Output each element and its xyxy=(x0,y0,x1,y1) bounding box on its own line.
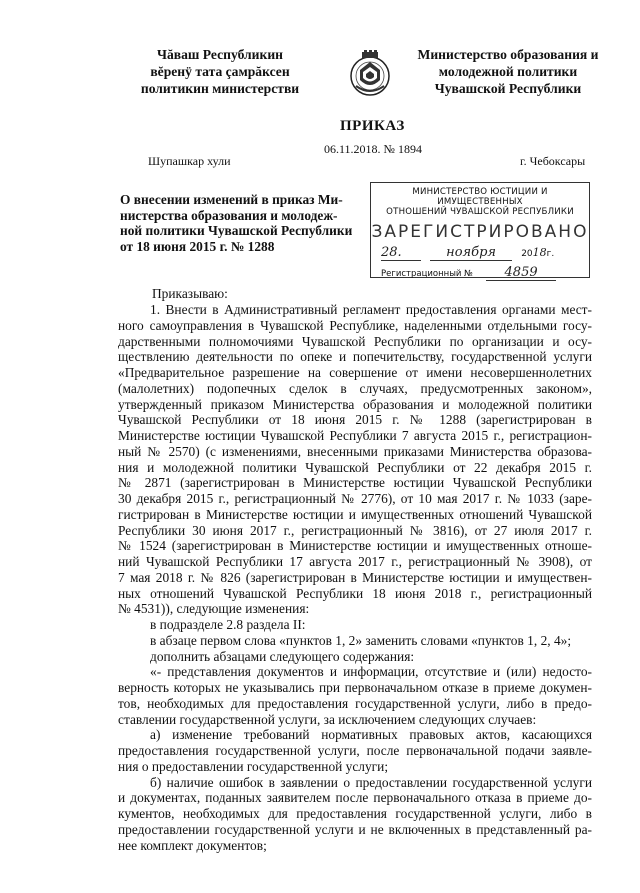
body-line: предоставлении государственной услуги и не включенных в представленный ра- xyxy=(118,821,592,837)
subject-line: от 18 июня 2015 г. № 1288 xyxy=(120,238,275,254)
body-line: а) изменение требований нормативных правовых актов, касающихся xyxy=(150,727,592,743)
stamp-registered: ЗАРЕГИСТРИРОВАНО xyxy=(371,222,589,242)
stamp-year-suffix: 18 xyxy=(532,246,547,259)
body-line: «Предварительное разрешение на совершение от имени несовершеннолетних xyxy=(118,365,592,380)
body-line: утвержденный приказом Министерства образования и молодежной политики xyxy=(118,396,592,412)
body-line: кументов, необходимых для предоставления государственной услуги, либо в xyxy=(118,806,592,821)
body-line: ния и молодежной политики Чувашской Республики от 22 декабря 2015 г. xyxy=(118,459,592,475)
stamp-reg-label: Регистрационный № xyxy=(381,269,473,279)
header-right-block xyxy=(408,46,608,97)
city-right: г. Чебоксары xyxy=(520,154,586,168)
stamp-ministry xyxy=(371,187,589,217)
body-line: ществлению деятельности по опеке и попечительству, государственной услуги xyxy=(118,349,592,365)
body-line: нее комплект документов; xyxy=(118,837,267,853)
stamp-date-row xyxy=(381,241,554,261)
registration-stamp xyxy=(370,182,590,278)
body-line: в подразделе 2.8 раздела II: xyxy=(150,617,306,632)
body-line: и документах, поданных заявителем после первоначального отказа в приеме до- xyxy=(118,790,592,806)
stamp-reg-number: 4859 xyxy=(486,265,556,281)
header-left-line: Чăваш Республикин xyxy=(156,47,283,62)
stamp-ministry-line: МИНИСТЕРСТВО ЮСТИЦИИ И ИМУЩЕСТВЕННЫХ xyxy=(412,187,548,207)
header-left-line: политикин министерстви xyxy=(140,81,300,96)
stamp-year-prefix: 20 xyxy=(521,249,533,259)
order-word: Приказываю: xyxy=(152,286,228,301)
body-line: (малолетних) подопечных сделок в случаях, предусмотренных законом», xyxy=(118,380,592,396)
body-line: ния о предоставлении государственной услуги; xyxy=(118,758,389,774)
stamp-month: ноября xyxy=(430,245,512,261)
coat-of-arms-emblem xyxy=(348,46,392,102)
body-line: в абзаце первом слова «пунктов 1, 2» заменить словами «пунктов 1, 2, 4»; xyxy=(150,632,572,648)
stamp-day: 28. xyxy=(381,245,421,261)
stamp-ministry-line: ОТНОШЕНИЙ ЧУВАШСКОЙ РЕСПУБЛИКИ xyxy=(386,207,574,217)
date-number: 06.11.2018. № 1894 xyxy=(324,142,423,156)
stamp-reg-row xyxy=(381,261,556,281)
header-right-line: Чувашской Республики xyxy=(434,81,582,96)
body-line: 7 мая 2018 г. № 826 (зарегистрирован в Министерстве юстиции и имуществен- xyxy=(118,569,592,585)
subject-line: О внесении изменений в приказ Ми- xyxy=(120,192,343,207)
body-line: ный № 2570) (с изменениями, внесенными приказами Министерства образова- xyxy=(118,443,592,459)
body-line: тов, необходимых для предоставления государственной услуги, либо в предо- xyxy=(118,695,592,711)
header-right-line: молодежной политики xyxy=(438,64,578,79)
subject-line: ной политики Чувашской Республики xyxy=(120,223,353,239)
body-line: № 4531)), следующие изменения: xyxy=(118,601,310,617)
body-line: Министерстве юстиции Чувашской Республики 7 августа 2015 г., регистрацион- xyxy=(118,428,592,443)
body-line: верность которых не указывались при первоначальном отказе в приеме докумен- xyxy=(118,680,592,695)
header-left-line: вĕренÿ тата çамрăксен xyxy=(150,64,290,79)
body-line: ставлении государственной услуги, за исключением следующих случаев: xyxy=(118,711,537,727)
body-line: ний Чувашской Республики 17 августа 2017 г., регистрационный № 3908), от xyxy=(118,554,592,569)
body-line: ного самоуправления в Чувашской Республике, наделенными отдельными госу- xyxy=(118,317,592,333)
body-line: 30 декабря 2015 г., регистрационный № 2776), от 10 мая 2017 г. № 1033 (заре- xyxy=(118,491,592,506)
body-line: гистрирован в Министерстве юстиции и имущественных отношений Чувашской xyxy=(118,506,592,522)
body-line: Чувашской Республики от 18 июня 2015 г. № 1288 (зарегистрирован в xyxy=(118,412,592,428)
body-line: № 1524 (зарегистрирован в Министерстве юстиции и имущественных отноше- xyxy=(118,538,592,554)
header-left-block xyxy=(120,46,320,97)
body-line: б) наличие ошибок в заявлении о предоставлении государственной услуги xyxy=(150,774,592,790)
body-line: № 2871 (зарегистрирован в Министерстве юстиции Чувашской Республики xyxy=(118,475,592,491)
document-title: ПРИКАЗ xyxy=(340,118,405,134)
body-line: дарственными полномочиями Чувашской Республики по организации и осу- xyxy=(118,333,592,349)
body-line: ных отношений Чувашской Республики 18 июня 2018 г., регистрационный xyxy=(118,585,592,601)
header-right-line: Министерство образования и xyxy=(417,47,599,62)
body-line: дополнить абзацами следующего содержания: xyxy=(150,648,415,664)
stamp-year-end: г. xyxy=(546,249,555,259)
subject-block xyxy=(120,192,353,254)
body-line: предоставления государственной услуги, после первоначальной подачи заявле- xyxy=(118,743,592,758)
body-line: 1. Внести в Административный регламент предоставления органами мест- xyxy=(150,302,592,317)
body-text-block xyxy=(118,302,592,853)
city-left: Шупашкар хули xyxy=(148,154,231,168)
body-line: Республики 30 июня 2017 г., регистрационный № 3816), от 27 июля 2017 г. xyxy=(118,522,592,538)
body-line: «- представления документов и информации, отсутствие и (или) недосто- xyxy=(150,664,592,680)
subject-line: нистерства образования и молодеж- xyxy=(120,207,338,223)
